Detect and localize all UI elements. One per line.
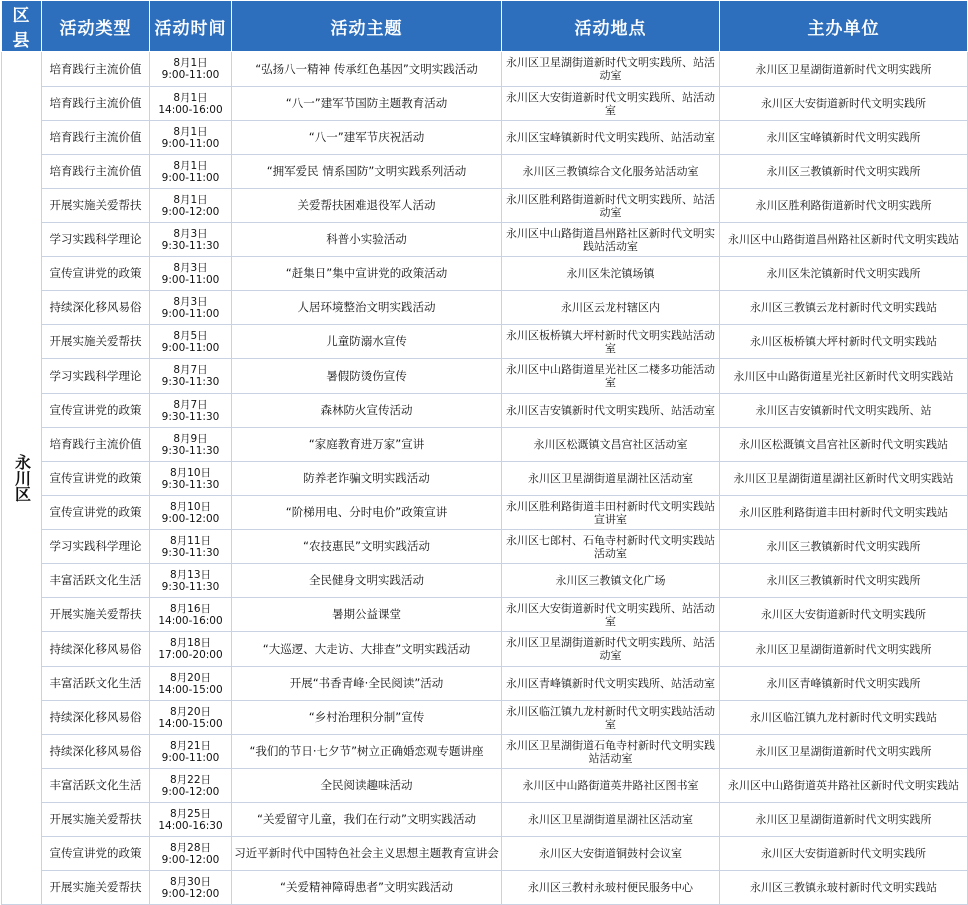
table-row (2, 598, 968, 632)
activity-type-cell: 开展实施关爱帮扶 (42, 803, 150, 837)
activity-date: 8月1日 (173, 193, 208, 206)
activity-time-cell (150, 871, 232, 905)
activity-place-cell: 永川区吉安镇新时代文明实践所、站活动室 (502, 394, 720, 428)
activity-type-cell: 持续深化移风易俗 (42, 291, 150, 325)
activity-date: 8月3日 (173, 295, 208, 308)
table-row (2, 462, 968, 496)
host-unit-cell: 永川区宝峰镇新时代文明实践所 (720, 121, 968, 155)
header-host: 主办单位 (720, 1, 968, 52)
activity-topic-cell: 全民阅读趣味活动 (232, 769, 502, 803)
activity-topic-cell: “乡村治理积分制”宣传 (232, 701, 502, 735)
activity-type-cell: 开展实施关爱帮扶 (42, 598, 150, 632)
activity-date: 8月11日 (169, 534, 212, 547)
activity-place-cell: 永川区卫星湖街道星湖社区活动室 (502, 803, 720, 837)
activity-place-cell: 永川区云龙村辖区内 (502, 291, 720, 325)
activity-place-cell: 永川区中山路街道昌州路社区新时代文明实践站活动室 (502, 223, 720, 257)
host-unit-cell: 永川区卫星湖街道星湖社区新时代文明实践站 (720, 462, 968, 496)
activity-hours: 9:00-12:00 (161, 887, 220, 900)
activity-hours: 9:00-12:00 (161, 205, 220, 218)
activity-hours: 9:00-12:00 (161, 512, 220, 525)
activity-hours: 9:00-11:00 (161, 137, 220, 150)
activity-topic-cell: 习近平新时代中国特色社会主义思想主题教育宣讲会 (232, 837, 502, 871)
table-row (2, 769, 968, 803)
activity-hours: 9:30-11:30 (161, 444, 220, 457)
table-row (2, 871, 968, 905)
host-unit-cell: 永川区松溉镇文昌宫社区新时代文明实践站 (720, 428, 968, 462)
host-unit-cell: 永川区中山路街道昌州路社区新时代文明实践站 (720, 223, 968, 257)
activity-hours: 9:00-12:00 (161, 785, 220, 798)
table-row (2, 223, 968, 257)
activity-place-cell: 永川区七郎村、石龟寺村新时代文明实践站活动室 (502, 530, 720, 564)
activity-topic-cell: “弘扬八一精神 传承红色基因”文明实践活动 (232, 52, 502, 87)
activity-hours: 9:30-11:30 (161, 546, 220, 559)
activity-hours: 14:00-15:00 (158, 717, 223, 730)
header-county: 区县 (2, 1, 42, 52)
activity-place-cell: 永川区卫星湖街道新时代文明实践所、站活动室 (502, 52, 720, 87)
activity-place-cell: 永川区宝峰镇新时代文明实践所、站活动室 (502, 121, 720, 155)
host-unit-cell: 永川区卫星湖街道新时代文明实践所 (720, 735, 968, 769)
activity-time-cell (150, 837, 232, 871)
activity-date: 8月1日 (173, 91, 208, 104)
table-row (2, 87, 968, 121)
activity-type-cell: 丰富活跃文化生活 (42, 564, 150, 598)
host-unit-cell: 永川区卫星湖街道新时代文明实践所 (720, 632, 968, 667)
activity-place-cell: 永川区中山路街道星光社区二楼多功能活动室 (502, 359, 720, 394)
header-type: 活动类型 (42, 1, 150, 52)
table-row (2, 359, 968, 394)
activity-time-cell (150, 803, 232, 837)
activity-hours: 9:00-11:00 (161, 273, 220, 286)
host-unit-cell: 永川区大安街道新时代文明实践所 (720, 87, 968, 121)
activity-topic-cell: “八一”建军节庆祝活动 (232, 121, 502, 155)
activity-time-cell (150, 496, 232, 530)
table-row (2, 837, 968, 871)
activity-topic-cell: “阶梯用电、分时电价”政策宣讲 (232, 496, 502, 530)
activity-topic-cell: “家庭教育进万家”宣讲 (232, 428, 502, 462)
activity-topic-cell: 人居环境整治文明实践活动 (232, 291, 502, 325)
activity-time-cell (150, 359, 232, 394)
county-cell: 永川区 (2, 52, 42, 905)
activity-hours: 9:00-11:00 (161, 751, 220, 764)
activity-date: 8月20日 (169, 671, 212, 684)
header-topic: 活动主题 (232, 1, 502, 52)
host-unit-cell: 永川区三教镇永玻村新时代文明实践站 (720, 871, 968, 905)
activity-place-cell: 永川区中山路街道英井路社区图书室 (502, 769, 720, 803)
table-row (2, 189, 968, 223)
host-unit-cell: 永川区三教镇新时代文明实践所 (720, 564, 968, 598)
activity-time-cell (150, 189, 232, 223)
activity-topic-cell: 森林防火宣传活动 (232, 394, 502, 428)
activity-type-cell: 学习实践科学理论 (42, 359, 150, 394)
activity-topic-cell: “八一”建军节国防主题教育活动 (232, 87, 502, 121)
activity-time-cell (150, 155, 232, 189)
activity-place-cell: 永川区大安街道新时代文明实践所、站活动室 (502, 598, 720, 632)
table-row (2, 803, 968, 837)
host-unit-cell: 永川区朱沱镇新时代文明实践所 (720, 257, 968, 291)
activity-date: 8月21日 (169, 739, 212, 752)
activity-time-cell (150, 291, 232, 325)
activity-type-cell: 开展实施关爱帮扶 (42, 325, 150, 359)
table-row (2, 155, 968, 189)
activity-date: 8月22日 (169, 773, 212, 786)
activity-date: 8月1日 (173, 57, 208, 69)
activity-place-cell: 永川区三教镇综合文化服务站活动室 (502, 155, 720, 189)
table-row (2, 291, 968, 325)
activity-hours: 9:00-11:00 (161, 307, 220, 320)
activity-hours: 14:00-16:30 (158, 819, 223, 832)
activity-type-cell: 开展实施关爱帮扶 (42, 189, 150, 223)
activity-date: 8月13日 (169, 568, 212, 581)
host-unit-cell: 永川区吉安镇新时代文明实践所、站 (720, 394, 968, 428)
activity-type-cell: 持续深化移风易俗 (42, 701, 150, 735)
table-row (2, 496, 968, 530)
table-row (2, 667, 968, 701)
table-row (2, 530, 968, 564)
table-row (2, 701, 968, 735)
activity-place-cell: 永川区朱沱镇场镇 (502, 257, 720, 291)
activity-type-cell: 丰富活跃文化生活 (42, 667, 150, 701)
host-unit-cell: 永川区三教镇新时代文明实践所 (720, 530, 968, 564)
activity-time-cell (150, 564, 232, 598)
activity-place-cell: 永川区松溉镇文昌宫社区活动室 (502, 428, 720, 462)
activity-time-cell (150, 394, 232, 428)
table-row (2, 257, 968, 291)
activity-place-cell: 永川区三教镇文化广场 (502, 564, 720, 598)
activity-topic-cell: 开展“书香青峰·全民阅读”活动 (232, 667, 502, 701)
activity-time-cell (150, 530, 232, 564)
host-unit-cell: 永川区三教镇新时代文明实践所 (720, 155, 968, 189)
activity-hours: 17:00-20:00 (158, 649, 223, 661)
header-time: 活动时间 (150, 1, 232, 52)
activity-time-cell (150, 52, 232, 87)
activity-date: 8月1日 (173, 159, 208, 172)
activity-time-cell (150, 87, 232, 121)
activity-date: 8月30日 (169, 875, 212, 888)
host-unit-cell: 永川区胜利路街道新时代文明实践所 (720, 189, 968, 223)
activity-hours: 9:30-11:30 (161, 239, 220, 252)
activity-type-cell: 培育践行主流价值 (42, 121, 150, 155)
table-row (2, 428, 968, 462)
activity-type-cell: 宣传宣讲党的政策 (42, 462, 150, 496)
activity-topic-cell: “关爱留守儿童，我们在行动”文明实践活动 (232, 803, 502, 837)
host-unit-cell: 永川区青峰镇新时代文明实践所 (720, 667, 968, 701)
activity-hours: 9:00-11:00 (161, 341, 220, 354)
header-place: 活动地点 (502, 1, 720, 52)
activity-place-cell: 永川区大安街道铜鼓村会议室 (502, 837, 720, 871)
activity-topic-cell: 科普小实验活动 (232, 223, 502, 257)
activity-time-cell (150, 257, 232, 291)
activity-hours: 14:00-16:00 (158, 614, 223, 627)
host-unit-cell: 永川区中山路街道英井路社区新时代文明实践站 (720, 769, 968, 803)
activity-date: 8月5日 (173, 329, 208, 342)
table-row (2, 564, 968, 598)
header-row (2, 1, 968, 52)
host-unit-cell: 永川区板桥镇大坪村新时代文明实践站 (720, 325, 968, 359)
activity-time-cell (150, 632, 232, 667)
table-row (2, 394, 968, 428)
activity-type-cell: 学习实践科学理论 (42, 530, 150, 564)
activity-hours: 14:00-15:00 (158, 683, 223, 696)
host-unit-cell: 永川区临江镇九龙村新时代文明实践站 (720, 701, 968, 735)
table-row (2, 325, 968, 359)
activity-type-cell: 培育践行主流价值 (42, 155, 150, 189)
activity-time-cell (150, 428, 232, 462)
activity-topic-cell: 暑期公益课堂 (232, 598, 502, 632)
activity-place-cell: 永川区三教村永玻村便民服务中心 (502, 871, 720, 905)
activity-type-cell: 宣传宣讲党的政策 (42, 257, 150, 291)
activity-hours: 9:00-12:00 (161, 853, 220, 866)
activity-time-cell (150, 598, 232, 632)
activity-place-cell: 永川区临江镇九龙村新时代文明实践站活动室 (502, 701, 720, 735)
activity-date: 8月18日 (169, 637, 212, 649)
host-unit-cell: 永川区三教镇云龙村新时代文明实践站 (720, 291, 968, 325)
activity-date: 8月16日 (169, 602, 212, 615)
activity-time-cell (150, 462, 232, 496)
activity-type-cell: 持续深化移风易俗 (42, 632, 150, 667)
activity-type-cell: 培育践行主流价值 (42, 428, 150, 462)
activity-place-cell: 永川区卫星湖街道石龟寺村新时代文明实践站活动室 (502, 735, 720, 769)
activity-place-cell: 永川区板桥镇大坪村新时代文明实践站活动室 (502, 325, 720, 359)
activity-topic-cell: 全民健身文明实践活动 (232, 564, 502, 598)
activity-topic-cell: 关爱帮扶困难退役军人活动 (232, 189, 502, 223)
activity-place-cell: 永川区卫星湖街道星湖社区活动室 (502, 462, 720, 496)
activity-type-cell: 开展实施关爱帮扶 (42, 871, 150, 905)
table-body (2, 52, 968, 905)
activity-type-cell: 培育践行主流价值 (42, 87, 150, 121)
activity-time-cell (150, 701, 232, 735)
activity-type-cell: 持续深化移风易俗 (42, 735, 150, 769)
activity-date: 8月3日 (173, 227, 208, 240)
activity-time-cell (150, 667, 232, 701)
activity-type-cell: 丰富活跃文化生活 (42, 769, 150, 803)
table-row (2, 735, 968, 769)
host-unit-cell: 永川区胜利路街道丰田村新时代文明实践站 (720, 496, 968, 530)
activity-hours: 9:00-11:00 (161, 171, 220, 184)
activity-place-cell: 永川区卫星湖街道新时代文明实践所、站活动室 (502, 632, 720, 667)
activity-topic-cell: “赶集日”集中宣讲党的政策活动 (232, 257, 502, 291)
activity-hours: 14:00-16:00 (158, 103, 223, 116)
host-unit-cell: 永川区中山路街道星光社区新时代文明实践站 (720, 359, 968, 394)
activity-topic-cell: “关爱精神障碍患者”文明实践活动 (232, 871, 502, 905)
activity-topic-cell: “拥军爱民 情系国防”文明实践系列活动 (232, 155, 502, 189)
activity-date: 8月9日 (173, 432, 208, 445)
activity-type-cell: 宣传宣讲党的政策 (42, 837, 150, 871)
activity-type-cell: 学习实践科学理论 (42, 223, 150, 257)
activity-topic-cell: 防养老诈骗文明实践活动 (232, 462, 502, 496)
table-row (2, 632, 968, 667)
activity-type-cell: 宣传宣讲党的政策 (42, 394, 150, 428)
activity-date: 8月7日 (173, 364, 208, 376)
activity-hours: 9:00-11:00 (161, 69, 220, 81)
activity-hours: 9:30-11:30 (161, 580, 220, 593)
activity-time-cell (150, 735, 232, 769)
activity-hours: 9:30-11:30 (161, 376, 220, 388)
activity-place-cell: 永川区胜利路街道新时代文明实践所、站活动室 (502, 189, 720, 223)
activity-type-cell: 培育践行主流价值 (42, 52, 150, 87)
host-unit-cell: 永川区大安街道新时代文明实践所 (720, 837, 968, 871)
host-unit-cell: 永川区卫星湖街道新时代文明实践所 (720, 52, 968, 87)
activity-hours: 9:30-11:30 (161, 478, 220, 491)
host-unit-cell: 永川区卫星湖街道新时代文明实践所 (720, 803, 968, 837)
table-row (2, 52, 968, 87)
table-row (2, 121, 968, 155)
activity-topic-cell: “我们的节日·七夕节”树立正确婚恋观专题讲座 (232, 735, 502, 769)
activity-date: 8月10日 (169, 500, 212, 513)
activity-topic-cell: “农技惠民”文明实践活动 (232, 530, 502, 564)
activity-place-cell: 永川区大安街道新时代文明实践所、站活动室 (502, 87, 720, 121)
activity-date: 8月7日 (173, 398, 208, 411)
activity-date: 8月3日 (173, 261, 208, 274)
host-unit-cell: 永川区大安街道新时代文明实践所 (720, 598, 968, 632)
activity-date: 8月28日 (169, 841, 212, 854)
activity-date: 8月10日 (169, 466, 212, 479)
activity-date: 8月25日 (169, 807, 212, 820)
activity-place-cell: 永川区青峰镇新时代文明实践所、站活动室 (502, 667, 720, 701)
activity-time-cell (150, 121, 232, 155)
activity-hours: 9:30-11:30 (161, 410, 220, 423)
activity-time-cell (150, 325, 232, 359)
activity-date: 8月20日 (169, 705, 212, 718)
activity-type-cell: 宣传宣讲党的政策 (42, 496, 150, 530)
activity-topic-cell: 儿童防溺水宣传 (232, 325, 502, 359)
activity-date: 8月1日 (173, 125, 208, 138)
activity-time-cell (150, 769, 232, 803)
activity-topic-cell: 暑假防烫伤宣传 (232, 359, 502, 394)
activity-place-cell: 永川区胜利路街道丰田村新时代文明实践站宣讲室 (502, 496, 720, 530)
activity-topic-cell: “大巡逻、大走访、大排查”文明实践活动 (232, 632, 502, 667)
activity-table (1, 0, 968, 905)
activity-time-cell (150, 223, 232, 257)
